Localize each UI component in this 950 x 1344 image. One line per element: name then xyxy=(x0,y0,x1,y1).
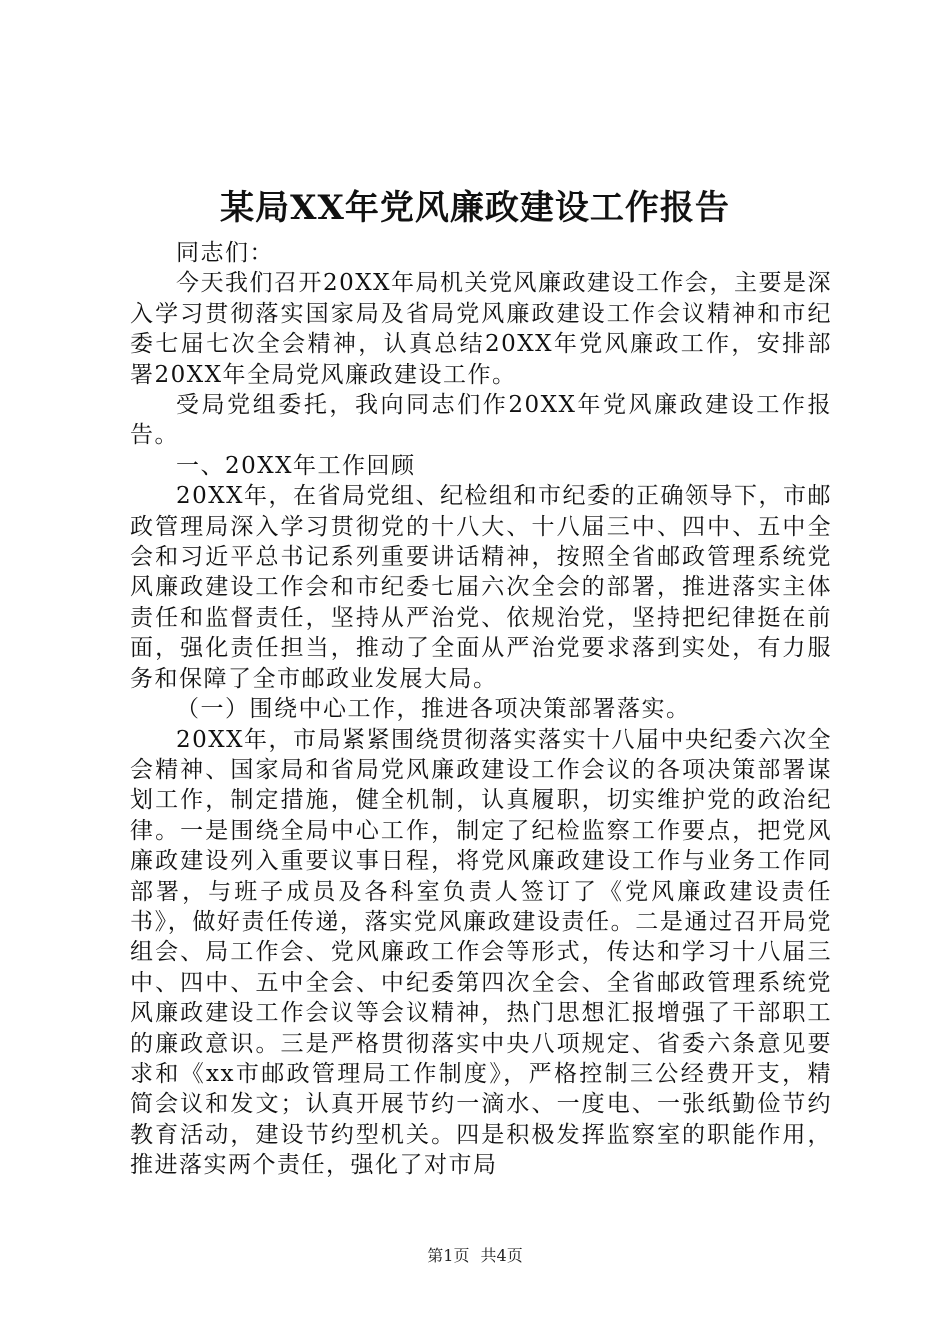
salutation-paragraph: 同志们： xyxy=(176,240,274,266)
review-paragraph: 20XX年，在省局党组、纪检组和市纪委的正确领导下，市邮政管理局深入学习贯彻党的十八大、十八届三中、四中、五中全会和习近平总书记系列重要讲话精神，按照全省邮政管理系统党风廉政建设工作会和市纪委七届六次全会的部署，推进落实主体责任和监督责任，坚持从严治党、依规治党，坚持把纪律挺在前面，强化责任担当，推动了全面从严治党要求落到实处，有力服务和保障了全市邮政业发展大局。 xyxy=(130,483,833,692)
entrusted-paragraph: 受局党组委托，我向同志们作20XX年党风廉政建设工作报告。 xyxy=(130,392,832,449)
page-number: 第1页 xyxy=(427,1246,470,1265)
intro-paragraph: 今天我们召开20XX年局机关党风廉政建设工作会，主要是深入学习贯彻落实国家局及省局党风廉政建设工作会议精神和市纪委七届七次全会精神，认真总结20XX年党风廉政工作，安排部署20XX年全局党风廉政建设工作。 xyxy=(130,270,833,388)
document-body xyxy=(130,238,832,1181)
document-title: 某局XX年党风廉政建设工作报告 xyxy=(220,188,730,228)
subsection-heading-1: （一）围绕中心工作，推进各项决策部署落实。 xyxy=(176,696,691,723)
page-total: 共4页 xyxy=(480,1246,523,1265)
page-footer xyxy=(0,1244,950,1268)
section-heading-review: 一、20XX年工作回顾 xyxy=(176,452,416,479)
subsection-1-paragraph: 20XX年，市局紧紧围绕贯彻落实落实十八届中央纪委六次全会精神、国家局和省局党风廉政建设工作会议的各项决策部署谋划工作，制定措施，健全机制，认真履职，切实维护党的政治纪律。一是围绕全局中心工作，制定了纪检监察工作要点，把党风廉政建设列入重要议事日程，将党风廉政建设工作与业务工作同部署，与班子成员及各科室负责人签订了《党风廉政建设责任书》，做好责任传递，落实党风廉政建设责任。二是通过召开局党组会、局工作会、党风廉政工作会等形式，传达和学习十八届三中、四中、五中全会、中纪委第四次全会、全省邮政管理系统党风廉政建设工作会议等会议精神，热门思想汇报增强了干部职工的廉政意识。三是严格贯彻落实中央八项规定、省委六条意见要求和《xx市邮政管理局工作制度》，严格控制三公经费开支，精简会议和发文；认真开展节约一滴水、一度电、一张纸勤俭节约教育活动，建设节约型机关。四是积极发挥监察室的职能作用，推进落实两个责任，强化了对市局 xyxy=(130,726,833,1179)
